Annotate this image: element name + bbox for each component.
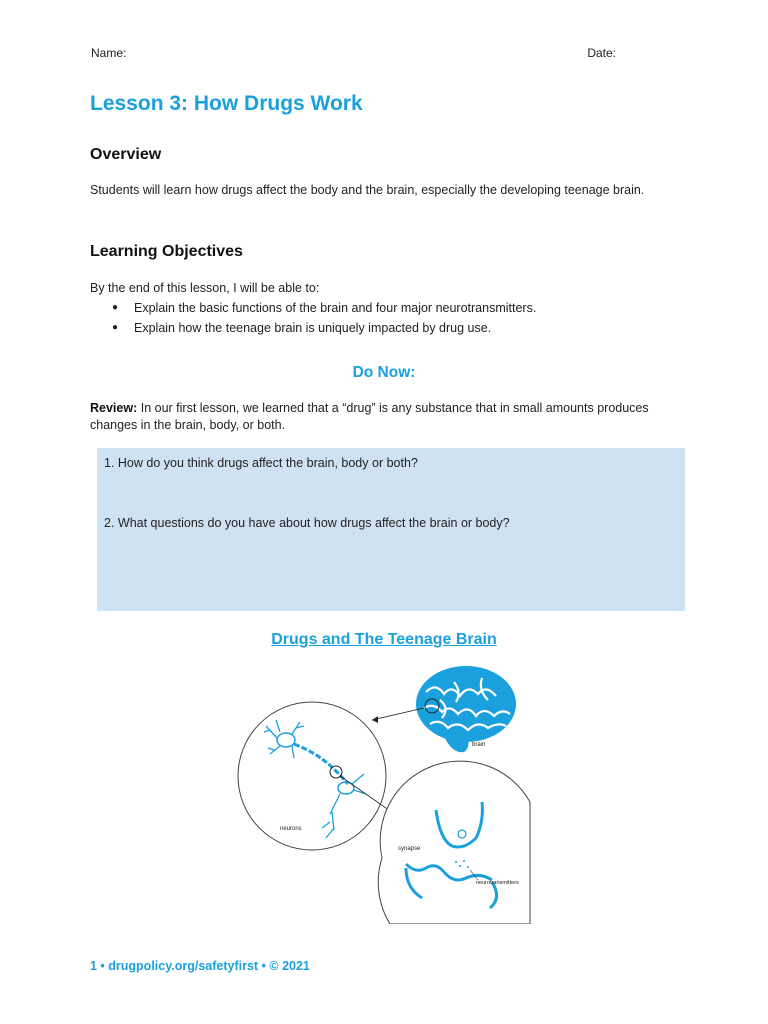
- objective-text: Explain how the teenage brain is uniquely impacted by drug use.: [134, 321, 492, 335]
- date-label: Date:: [587, 46, 616, 60]
- bullet-icon: ●: [112, 302, 119, 313]
- overview-text: Students will learn how drugs affect the body and the brain, especially the developing teenage brain.: [90, 183, 645, 197]
- question-1: 1. How do you think drugs affect the brain, body or both?: [104, 456, 418, 470]
- question-2: 2. What questions do you have about how drugs affect the brain or body?: [104, 516, 510, 530]
- objectives-heading: Learning Objectives: [90, 243, 243, 260]
- list-item: [112, 298, 536, 318]
- header-row: [91, 46, 616, 60]
- neurotransmitters-label: neurotransmitters: [476, 880, 519, 886]
- brain-neuron-diagram: [230, 662, 540, 924]
- arrow-head-icon: [372, 716, 378, 723]
- brain-illustration: [416, 666, 516, 752]
- neuron-circle: [238, 702, 386, 850]
- arrow-line: [372, 708, 424, 720]
- bullet-icon: ●: [112, 322, 119, 333]
- list-item: [112, 318, 536, 338]
- review-text: In our first lesson, we learned that a “drug” is any substance that in small amounts produces changes in the brain, body, or both.: [90, 401, 649, 432]
- lesson-title: Lesson 3: How Drugs Work: [90, 92, 363, 115]
- footer-text: 1 • drugpolicy.org/safetyfirst • © 2021: [90, 959, 310, 973]
- overview-heading: Overview: [90, 146, 162, 163]
- objectives-list: [112, 298, 536, 338]
- do-now-heading: Do Now:: [352, 364, 416, 381]
- question-box[interactable]: [97, 448, 685, 611]
- review-paragraph: [90, 400, 680, 434]
- synapse-label: synapse: [398, 846, 421, 852]
- name-label: Name:: [91, 46, 127, 60]
- synapse-circle: [378, 761, 530, 924]
- section-title-link[interactable]: Drugs and The Teenage Brain: [271, 631, 497, 648]
- neurons-label: neurons: [280, 826, 302, 832]
- objective-text: Explain the basic functions of the brain and four major neurotransmitters.: [134, 301, 537, 315]
- brain-label: brain: [472, 742, 486, 748]
- objectives-intro: By the end of this lesson, I will be able to:: [90, 281, 320, 295]
- review-label: Review:: [90, 401, 138, 415]
